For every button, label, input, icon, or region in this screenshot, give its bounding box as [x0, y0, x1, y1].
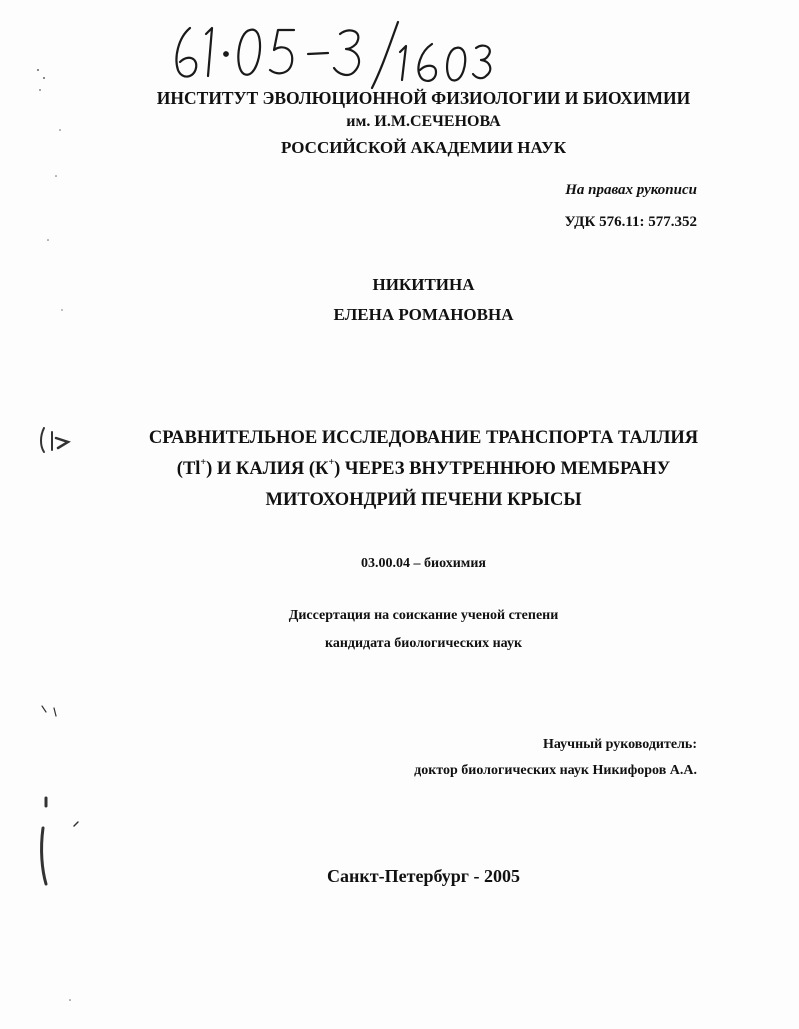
thesis-title-line3: МИТОХОНДРИЙ ПЕЧЕНИ КРЫСЫ — [265, 490, 582, 510]
city-and-year: Санкт-Петербург - 2005 — [327, 866, 520, 886]
institute-name-line3: РОССИЙСКОЙ АКАДЕМИИ НАУК — [280, 138, 567, 157]
thesis-title-line1: СРАВНИТЕЛЬНОЕ ИССЛЕДОВАНИЕ ТРАНСПОРТА ТАЛЛИЯ — [148, 428, 699, 448]
manuscript-rights-note: На правах рукописи — [565, 182, 697, 198]
handwritten-archive-number — [168, 18, 498, 90]
author-surname: НИКИТИНА — [372, 275, 475, 294]
dissertation-degree-line1: Диссертация на соискание ученой степени — [288, 608, 559, 623]
thallium-charge: + — [200, 457, 207, 468]
institute-name-line2: им. И.М.СЕЧЕНОВА — [346, 113, 501, 130]
author-given-names: ЕЛЕНА РОМАНОВНА — [333, 305, 514, 324]
title-part-thallium: (Tl — [176, 459, 201, 480]
title-part-potassium: ) И КАЛИЯ (К — [206, 459, 329, 480]
supervisor-label: Научный руководитель: — [543, 737, 697, 752]
supervisor-name: доктор биологических наук Никифоров А.А. — [414, 763, 697, 778]
udk-code: УДК 576.11: 577.352 — [564, 214, 697, 230]
specialty-code: 03.00.04 – биохимия — [361, 556, 486, 571]
scan-margin-marks — [0, 0, 120, 1029]
potassium-charge: + — [328, 457, 335, 468]
institute-name-line1: ИНСТИТУТ ЭВОЛЮЦИОННОЙ ФИЗИОЛОГИИ И БИОХИМИИ — [156, 88, 691, 108]
dissertation-degree-line2: кандидата биологических наук — [324, 636, 523, 651]
thesis-title-line2 — [24, 459, 799, 480]
title-part-membrane: ) ЧЕРЕЗ ВНУТРЕННЮЮ МЕМБРАНУ — [334, 459, 671, 480]
